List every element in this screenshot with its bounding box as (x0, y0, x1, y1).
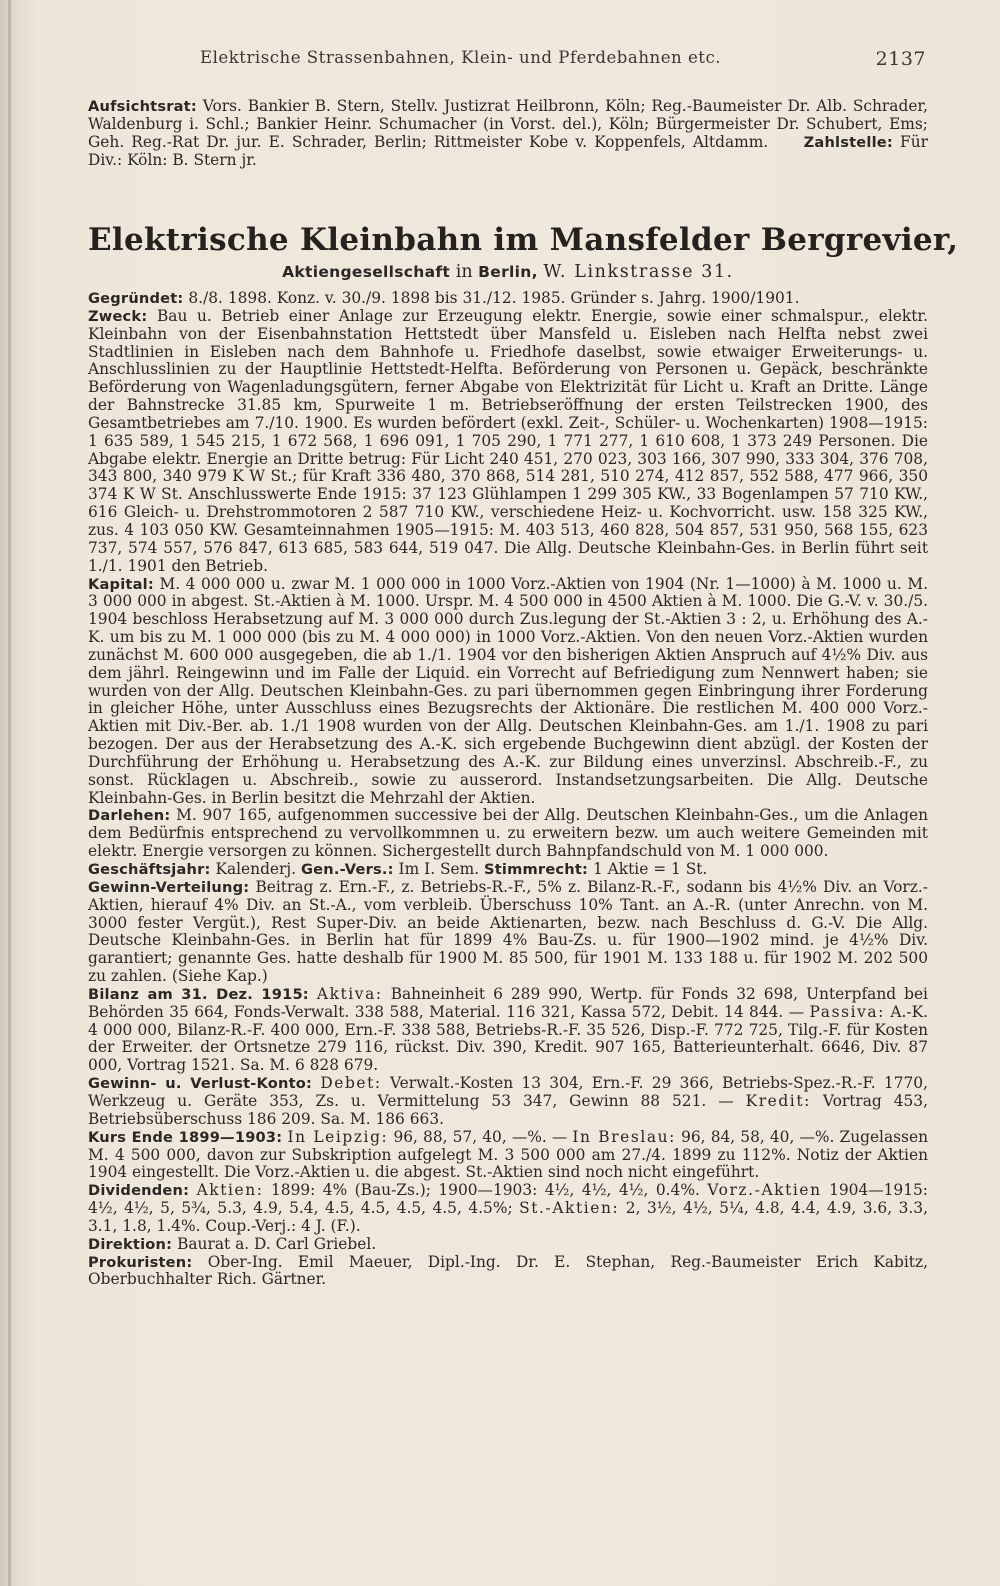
company-city: Berlin, (478, 263, 538, 281)
section-text: Bau u. Betrieb einer Anlage zur Erzeugung elektr. Energie, sowie einer schmalspur., elektr. Kleinbahn von der Eisenbahnstation Hettstedt über Mansfeld u. Eisleben nach Helfta nebst zwei Stadtlinien in Eisleben nach dem Bahnhofe u. Friedhofe daselbst, sowie etwaiger Erweiterungs- u. Anschlusslinien zu der Hauptlinie Hettstedt-Helfta. Beförderung von Personen u. Gepäck, beschränkte Beförderung von Wagenladungsgütern, ferner Abgabe von Elektrizität für Licht u. Kraft an Dritte. Länge der Bahnstrecke 31.85 km, Spurweite 1 m. Betriebseröffnung der ersten Teilstrecken 1900, des Gesamtbetriebes am 7./10. 1900. Es wurden befördert (exkl. Zeit-, Schüler- u. Wochenkarten) 1908—1915: 1 635 589, 1 545 215, 1 672 568, 1 696 091, 1 705 290, 1 771 277, 1 610 608, 1 373 249 Personen. Die Abgabe elektr. Energie an Dritte betrug: Für Licht 240 451, 270 023, 303 166, 307 990, 333 304, 376 708, 343 800, 340 979 K W St.; für Kraft 336 480, 370 868, 514 281, 510 274, 412 857, 552 588, 477 966, 350 374 K W St. Anschlusswerte Ende 1915: 37 123 Glühlampen 1 299 305 KW., 33 Bogenlampen 57 710 KW., 616 Gleich- u. Drehstrommotoren 2 587 710 KW., verschiedene Heiz- u. Kochvorricht. usw. 158 325 KW., zus. 4 103 050 KW. Gesamteinnahmen 1905—1915: M. 403 513, 460 828, 504 857, 531 950, 568 155, 623 737, 574 557, 576 847, 613 685, 583 644, 519 047. Die Allg. Deutsche Kleinbahn-Ges. in Berlin führt seit 1./1. 1901 den Betrieb. (88, 306, 928, 575)
company-address: W. Linkstrasse 31. (543, 262, 734, 282)
company-in: in (455, 262, 473, 282)
company-title: Elektrische Kleinbahn im Mansfelder Bergrevier, (88, 222, 959, 258)
section-kurs (88, 1129, 928, 1183)
previous-entry-paragraph (88, 98, 928, 169)
gen-vers-label: Gen.-Vers.: (300, 861, 394, 878)
section-label: Darlehen: (88, 807, 171, 825)
section-text: Beitrag z. Ern.-F., z. Betriebs-R.-F., 5% z. Bilanz-R.-F., sodann bis 4½% Div. an Vorz.-Aktien, hierauf 4% Div. an St.-A., vom verbleib. Überschuss 10% Tant. an A.-R. (unter Anrechn. von M. 3000 fester Vergüt.), Rest Super-Div. an beide Aktienarten, bezw. nach Beschluss d. G.-V. Die Allg. Deutsche Kleinbahn-Ges. in Berlin hat für 1899 4% Bau-Zs. u. für 1900—1902 mind. je 4½% Div. garantiert; genannte Ges. hatte deshalb für 1900 M. 85 500, für 1901 M. 133 188 u. für 1902 M. 202 500 zu zahlen. (Siehe Kap.) (88, 877, 928, 986)
section-label: Bilanz am 31. Dez. 1915: (88, 985, 309, 1003)
section-bilanz (88, 986, 928, 1075)
page-binding-edge (8, 0, 11, 1586)
page-number: 2137 (875, 48, 926, 70)
gen-vers-text: Im I. Sem. (398, 860, 480, 878)
aktien-label: Aktien: (196, 1181, 264, 1200)
section-gewinn-verlust (88, 1075, 928, 1129)
aktiva-label: Aktiva: (316, 984, 383, 1003)
passiva-text: A.-K. 4 000 000, Bilanz-R.-F. 400 000, Ern.-F. 338 588, Betriebs-R.-F. 35 526, Disp.-F. 772 725, Tilg.-F. für Kosten der Erweiter. der Ortsnetze 279 116, rückst. Div. 390, Kredit. 907 165, Batterieunterhalt. 6646, Div. 87 000, Vortrag 1521. Sa. M. 6 828 679. (88, 1002, 928, 1075)
section-label: Gewinn-Verteilung: (88, 878, 250, 896)
section-label: Prokuristen: (88, 1253, 193, 1271)
section-gegruendet (88, 290, 928, 308)
section-label: Geschäftsjahr: (88, 861, 211, 878)
vorz-aktien-label: Vorz.-Aktien (707, 1181, 822, 1200)
breslau-label: In Breslau: (572, 1127, 676, 1146)
breslau-text: 96, 84, 58, 40, —%. Zugelassen M. 4 500 000, davon zur Subskription aufgelegt M. 3 500 000 am 27./4. 1899 zu 112%. Notiz der Aktien 1904 eingestellt. Die Vorz.-Aktien u. die abgest. St.-Aktien sind noch nicht eingeführt. (88, 1127, 928, 1182)
section-label: Gewinn- u. Verlust-Konto: (88, 1075, 313, 1093)
section-text: M. 907 165, aufgenommen successive bei der Allg. Deutschen Kleinbahn-Ges., um die Anlagen dem Bedürfnis entsprechend zu vervollkommnen u. zu erweitern bezw. um auch weitere Gemeinden mit elektr. Energie versorgen zu können. Sichergestellt durch Bahnpfandschuld von M. 1 000 000. (88, 806, 928, 861)
section-dividenden (88, 1182, 928, 1236)
aktien-text: 1899: 4% (Bau-Zs.); 1900—1903: 4½, 4½, 4½, 0.4%. (271, 1181, 700, 1200)
aktiva-text: Bahneinheit 6 289 990, Wertp. für Fonds 32 698, Unterpfand bei Behörden 35 664, Fonds-Verwalt. 338 588, Material. 116 321, Kassa 572, Debit. 14 844. — (88, 984, 928, 1021)
section-label: Kurs Ende 1899—1903: (88, 1128, 283, 1146)
previous-entry (88, 98, 928, 169)
debet-label: Debet: (320, 1074, 382, 1093)
section-text: M. 4 000 000 u. zwar M. 1 000 000 in 1000 Vorz.-Aktien von 1904 (Nr. 1—1000) à M. 1000 u. M. 3 000 000 in abgest. St.-Aktien à M. 1000. Urspr. M. 4 500 000 in 4500 Aktien à M. 1000. Die G.-V. v. 30./5. 1904 beschloss Herabsetzung auf M. 3 000 000 durch Zus.legung der St.-Aktien 3 : 2, u. Erhöhung des A.-K. um bis zu M. 1 000 000 (bis zu M. 4 000 000) in 1000 Vorz.-Aktien. Von den neuen Vorz.-Aktien wurden zunächst M. 600 000 ausgegeben, die ab 1./1. 1904 vor den bisherigen Aktien Anspruch auf 4½% Div. aus dem jährl. Reingewinn und im Falle der Liquid. ein Vorrecht auf Befriedigung zum Nennwert haben; sie wurden von der Allg. Deutschen Kleinbahn-Ges. zu pari übernommen gegen Einbringung ihrer Forderung in gleicher Höhe, unter Ausschluss eines Bezugsrechts der Aktionäre. Die restlichen M. 400 000 Vorz.-Aktien mit Div.-Ber. ab. 1./1 1908 wurden von der Allg. Deutschen Kleinbahn-Ges. am 1./1. 1908 zu pari bezogen. Der aus der Herabsetzung des A.-K. sich ergebende Buchgewinn dient abzügl. der Kosten der Durchführung der Erhöhung u. Herabsetzung des A.-K. zur Bildung eines unverzinsl. Abschreib.-F., zu sonst. Rücklagen u. Abschreib., sowie zu ausserord. Instandsetzungsarbeiten. Die Allg. Deutsche Kleinbahn-Ges. in Berlin besitzt die Mehrzahl der Aktien. (88, 574, 928, 807)
running-title: Elektrische Strassenbahnen, Klein- und Pferdebahnen etc. (200, 48, 722, 67)
stimmrecht-text: 1 Aktie = 1 St. (593, 860, 708, 878)
section-darlehen (88, 807, 928, 861)
debet-text: Verwalt.-Kosten 13 304, Ern.-F. 29 366, Betriebs-Spez.-R.-F. 1770, Werkzeug u. Geräte 353, Zs. u. Vermittelung 53 347, Gewinn 88 521. — (88, 1074, 928, 1110)
company-entry (88, 290, 928, 1289)
leipzig-text: 96, 88, 57, 40, —%. — (393, 1127, 568, 1146)
kredit-label: Kredit: (745, 1091, 811, 1110)
aufsichtsrat-text: Vors. Bankier B. Stern, Stellv. Justizrat Heilbronn, Köln; Reg.-Baumeister Dr. Alb. Schrader, Waldenburg i. Schl.; Bankier Heinr. Schumacher (in Vorst. del.), Köln; Bürgermeister Dr. Schubert, Ems; Geh. Reg.-Rat Dr. jur. E. Schrader, Berlin; Rittmeister Kobe v. Koppenfels, Altdamm. (88, 97, 928, 151)
section-geschaeftsjahr (88, 861, 928, 879)
section-kapital (88, 576, 928, 808)
kredit-text: Vortrag 453, Betriebsüberschuss 186 209. Sa. M. 186 663. (88, 1091, 928, 1128)
section-label: Gegründet: (88, 290, 184, 307)
st-aktien-label: St.-Aktien: (519, 1199, 620, 1218)
section-gewinn-verteilung (88, 879, 928, 986)
leipzig-label: In Leipzig: (287, 1127, 389, 1146)
st-aktien-text: 2, 3½, 4½, 5¼, 4.8, 4.4, 4.9, 3.6, 3.3, 3.1, 1.8, 1.4%. Coup.-Verj.: 4 J. (F.). (88, 1199, 928, 1235)
stimmrecht-label: Stimmrecht: (484, 861, 589, 878)
section-zweck (88, 308, 928, 576)
section-prokuristen (88, 1254, 928, 1290)
vorz-aktien-text: 1904—1915: 4½, 4½, 5, 5¾, 5.3, 4.9, 5.4, 4.5, 4.5, 4.5, 4.5, 4.5%; (88, 1181, 928, 1218)
company-subtitle (88, 262, 928, 282)
passiva-label: Passiva: (809, 1002, 885, 1021)
section-label: Dividenden: (88, 1182, 190, 1200)
section-text: 8./8. 1898. Konz. v. 30./9. 1898 bis 31./12. 1985. Gründer s. Jahrg. 1900/1901. (188, 289, 800, 307)
section-direktion (88, 1236, 928, 1254)
zahlstelle-label: Zahlstelle: (803, 133, 893, 151)
aufsichtsrat-label: Aufsichtsrat: (88, 98, 197, 115)
section-label: Zweck: (88, 307, 148, 325)
running-header (200, 48, 926, 74)
section-label: Direktion: (88, 1235, 173, 1253)
section-text: Kalenderj. (215, 860, 297, 878)
zahlstelle-text: Für Div.: Köln: B. Stern jr. (88, 132, 928, 169)
section-text: Baurat a. D. Carl Griebel. (177, 1234, 377, 1253)
section-text: Ober-Ing. Emil Maeuer, Dipl.-Ing. Dr. E. Stephan, Reg.-Baumeister Erich Kabitz, Oberbuchhalter Rich. Gärtner. (88, 1252, 928, 1289)
section-label: Kapital: (88, 575, 154, 593)
company-form: Aktiengesellschaft (282, 263, 451, 281)
